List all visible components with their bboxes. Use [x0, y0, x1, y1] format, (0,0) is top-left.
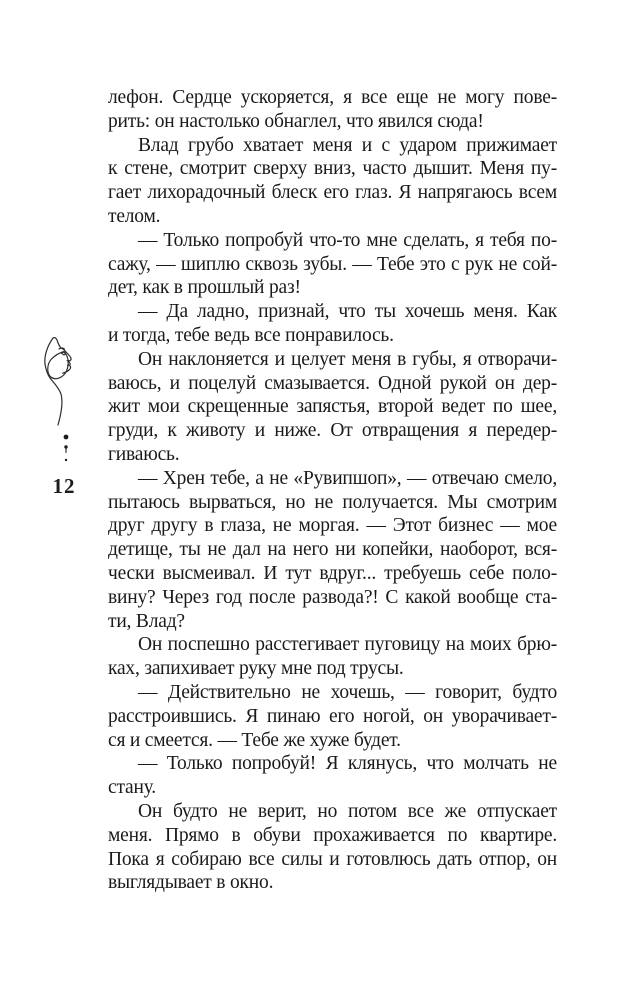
- text-line: — Действительно не хочешь, — говорит, будто: [138, 681, 557, 703]
- text-line: ках, запихивает руку мне под трусы.: [108, 658, 404, 680]
- text-line: груди, к животу и ниже. От отвращения я передер-: [108, 420, 557, 442]
- text-line: детище, ты не дал на него ни копейки, наоборот, вся-: [108, 539, 557, 561]
- text-line: жит мои скрещенные запястья, второй ведет по шее,: [108, 396, 557, 418]
- text-line: Пока я собираю все силы и готовлюсь дать отпор, он: [108, 848, 557, 870]
- paragraph: [108, 800, 557, 895]
- text-line: Он будто не верит, но потом все же отпускает: [138, 800, 557, 822]
- face-line-art-icon: [36, 333, 100, 433]
- paragraph: [108, 752, 557, 800]
- paragraph: [108, 681, 557, 752]
- text-line: ваюсь, и поцелуй смазывается. Одной рукой он дер-: [108, 372, 557, 394]
- text-line: рить: он настолько обнаглел, что явился сюда!: [108, 110, 484, 132]
- text-line: меня. Прямо в обуви прохаживается по квартире.: [108, 824, 557, 846]
- text-line: — Только попробуй что-то мне сделать, я тебя по-: [138, 229, 557, 251]
- text-line: вину? Через год после развода?! С какой вообще ста-: [108, 586, 557, 608]
- paragraph: [108, 348, 557, 467]
- text-line: ти, Влад?: [108, 610, 185, 632]
- text-line: лефон. Сердце ускоряется, я все еще не могу пове-: [108, 87, 557, 108]
- page-text: [108, 86, 557, 895]
- text-line: стану.: [108, 777, 156, 799]
- text-line: телом.: [108, 205, 161, 227]
- dots-divider: [56, 431, 76, 467]
- text-line: сажу, — шиплю сквозь зубы. — Тебе это с рук не сой-: [108, 253, 557, 275]
- paragraph: [108, 86, 557, 134]
- paragraph: [108, 467, 557, 634]
- text-line: — Да ладно, признай, что ты хочешь меня. Как: [138, 301, 557, 323]
- text-line: Влад грубо хватает меня и с ударом прижимает: [138, 134, 557, 156]
- paragraph: [108, 300, 557, 348]
- text-line: друг другу в глаза, не моргая. — Этот бизнес — мое: [108, 515, 557, 537]
- text-line: — Только попробуй! Я клянусь, что молчать не: [138, 753, 557, 775]
- text-line: Он поспешно расстегивает пуговицу на моих брю-: [138, 634, 557, 656]
- text-line: гиваюсь.: [108, 443, 180, 465]
- text-line: и тогда, тебе ведь все понравилось.: [108, 324, 394, 346]
- page-number: 12: [52, 474, 76, 498]
- text-line: дет, как в прошлый раз!: [108, 277, 301, 299]
- paragraph: [108, 134, 557, 229]
- text-line: выглядывает в окно.: [108, 872, 274, 894]
- text-line: расстроившись. Я пинаю его ногой, он уворачивает-: [108, 705, 557, 727]
- text-line: ся и смеется. — Тебе же хуже будет.: [108, 729, 401, 751]
- text-line: чески высмеивал. И тут вдруг... требуешь себе поло-: [108, 562, 557, 584]
- paragraph: [108, 633, 557, 681]
- text-line: Он наклоняется и целует меня в губы, я отворачи-: [138, 348, 557, 370]
- text-line: к стене, смотрит сверху вниз, часто дышит. Меня пу-: [108, 158, 557, 180]
- text-line: — Хрен тебе, а не «Рувипшоп», — отвечаю смело,: [138, 467, 557, 489]
- text-line: пытаюсь вырваться, но не получается. Мы смотрим: [108, 491, 557, 513]
- paragraph: [108, 229, 557, 300]
- text-line: гает лихорадочный блеск его глаз. Я напрягаюсь всем: [108, 182, 557, 204]
